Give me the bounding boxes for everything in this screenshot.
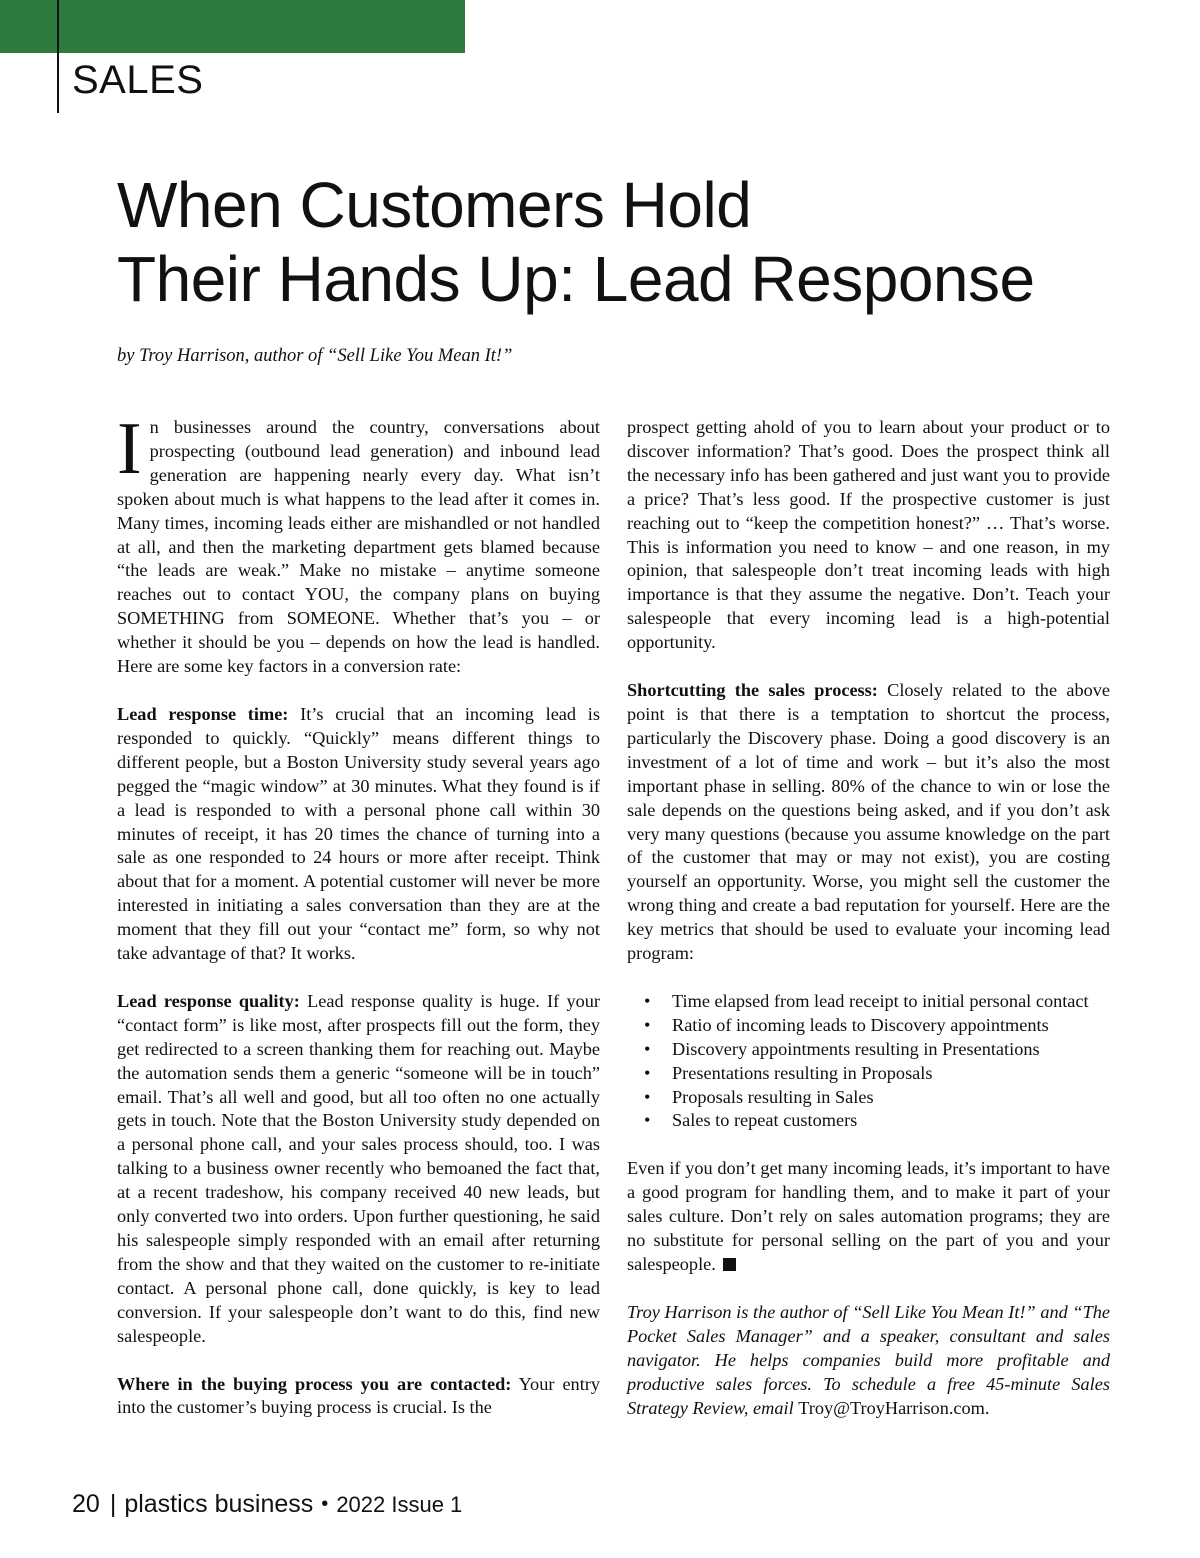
response-time-paragraph xyxy=(117,703,600,966)
footer-separator: | xyxy=(109,1490,117,1518)
buying-process-continued: prospect getting ahold of you to learn about your product or to discover information? That’s good. Does the prospect think all the necessary info has been gathered and just want you to provide a price? That’s less good. If the prospective customer is just reaching out to “keep the competition honest?” … That’s worse. This is information you need to know – and one reason, in my opinion, that salespeople don’t treat incoming leads with high importance is that they assume the negative. Don’t. Teach your salespeople that every incoming lead is a high-potential opportunity. xyxy=(627,417,1110,653)
list-item: • Ratio of incoming leads to Discovery appointments xyxy=(627,1014,1110,1038)
author-bio xyxy=(627,1301,1110,1421)
page-number: 20 xyxy=(72,1490,100,1518)
response-quality-text: Lead response quality is huge. If your “contact form” is like most, after prospects fill out the form, they get redirected to a screen thanking them for reaching out. Maybe the automation sends them a generic “someone will be in touch” email. That’s all well and good, but all too often no one actually gets in touch. Note that the Boston University study depended on a personal phone call, and your sales process should, too. I was talking to a business owner recently who bemoaned the fact that, at a recent tradeshow, his company received 40 new leads, but only converted two into orders. Upon further questioning, he said his salespeople simply responded with an email after returning from the show and that they waited on the customer to re-initiate contact. A personal phone call, done quickly, is key to lead conversion. If your salespeople don’t want to do this, find new salespeople. xyxy=(117,990,600,1346)
footer-bullet: • xyxy=(321,1493,329,1515)
article-title-line-1: When Customers Hold xyxy=(117,169,752,241)
section-label: SALES xyxy=(72,58,204,102)
buying-process-paragraph xyxy=(117,1373,600,1421)
byline: by Troy Harrison, author of “Sell Like You Mean It!” xyxy=(117,346,513,366)
publication-name: plastics business xyxy=(124,1490,314,1518)
buying-process-heading: Where in the buying process you are contacted: xyxy=(117,1373,512,1394)
list-item: • Proposals resulting in Sales xyxy=(627,1086,1110,1110)
intro-text: n businesses around the country, conversations about prospecting (outbound lead generation) and inbound lead generation are happening nearly every day. What isn’t spoken about much is what happens to the lead after it comes in. Many times, incoming leads either are mishandled or not handled at all, and then the marketing department gets blamed because “the leads are weak.” Make no mistake – anytime someone reaches out to contact YOU, the company plans on buying SOMETHING from SOMEONE. Whether that’s you – or whether it should be you – depends on how the lead is handled. Here are some key factors in a conversion rate: xyxy=(117,417,600,677)
section-color-bar xyxy=(0,0,465,53)
issue-label: 2022 Issue 1 xyxy=(336,1492,463,1517)
author-bio-text: Troy Harrison is the author of “Sell Like You Mean It!” and “The Pocket Sales Manager” and a speaker, consultant and sales navigator. He helps companies build more profitable and productive sales forces. To schedule a free 45-minute Sales Strategy Review, email xyxy=(627,1301,1110,1418)
drop-cap: I xyxy=(117,408,142,490)
end-mark-icon xyxy=(723,1258,736,1271)
list-item: • Sales to repeat customers xyxy=(627,1109,1110,1133)
intro-paragraph xyxy=(117,408,600,679)
article-column-right xyxy=(627,416,1110,1420)
list-item: • Discovery appointments resulting in Presentations xyxy=(627,1038,1110,1062)
shortcutting-paragraph xyxy=(627,679,1110,966)
article-title-line-2: Their Hands Up: Lead Response xyxy=(117,243,1035,315)
response-quality-heading: Lead response quality: xyxy=(117,990,300,1011)
response-quality-paragraph xyxy=(117,990,600,1349)
article-title xyxy=(117,168,1117,316)
conclusion-text: Even if you don’t get many incoming leads, it’s important to have a good program for handling them, and to make it part of your sales culture. Don’t rely on sales automation programs; they are no substitute for personal selling on the part of you and your salespeople. xyxy=(627,1158,1110,1274)
shortcutting-heading: Shortcutting the sales process: xyxy=(627,680,878,701)
response-time-heading: Lead response time: xyxy=(117,703,289,724)
author-bio-end: . xyxy=(984,1397,990,1418)
section-rule xyxy=(57,0,59,113)
shortcutting-text: Closely related to the above point is that there is a temptation to shortcut the process, particularly the Discovery phase. Doing a good discovery is an investment of a lot of time and work – but it’s also the most important phase in selling. 80% of the chance to win or lose the sale depends on the questions being asked, and if you don’t ask very many questions (because you assume knowledge on the part of the customer that may or may not exist), you are costing yourself an opportunity. Worse, you might sell the customer the wrong thing and create a bad reputation for yourself. Here are the key metrics that should be used to evaluate your incoming lead program: xyxy=(627,680,1110,964)
list-item: • Time elapsed from lead receipt to initial personal contact xyxy=(627,990,1110,1014)
buying-process-text-left: Your entry into the customer’s buying process is crucial. Is the xyxy=(117,1373,601,1418)
conclusion-paragraph xyxy=(627,1157,1110,1277)
metrics-list xyxy=(627,990,1110,1133)
list-item: • Presentations resulting in Proposals xyxy=(627,1062,1110,1086)
article-column-left xyxy=(117,408,601,1420)
author-email: Troy@TroyHarrison.com xyxy=(798,1397,985,1418)
response-time-text: It’s crucial that an incoming lead is responded to quickly. “Quickly” means different things to different people, but a Boston University study several years ago pegged the “magic window” at 30 minutes. What they found is if a lead is responded to with a personal phone call within 30 minutes of receipt, it has 20 times the chance of turning into a sale as one responded to 24 hours or more after receipt. Think about that for a moment. A potential customer will never be more interested in initiating a sales conversation than they are at the moment that they fill out your “contact me” form, so why not take advantage of that? It works. xyxy=(117,703,600,964)
page-footer xyxy=(72,1490,462,1519)
